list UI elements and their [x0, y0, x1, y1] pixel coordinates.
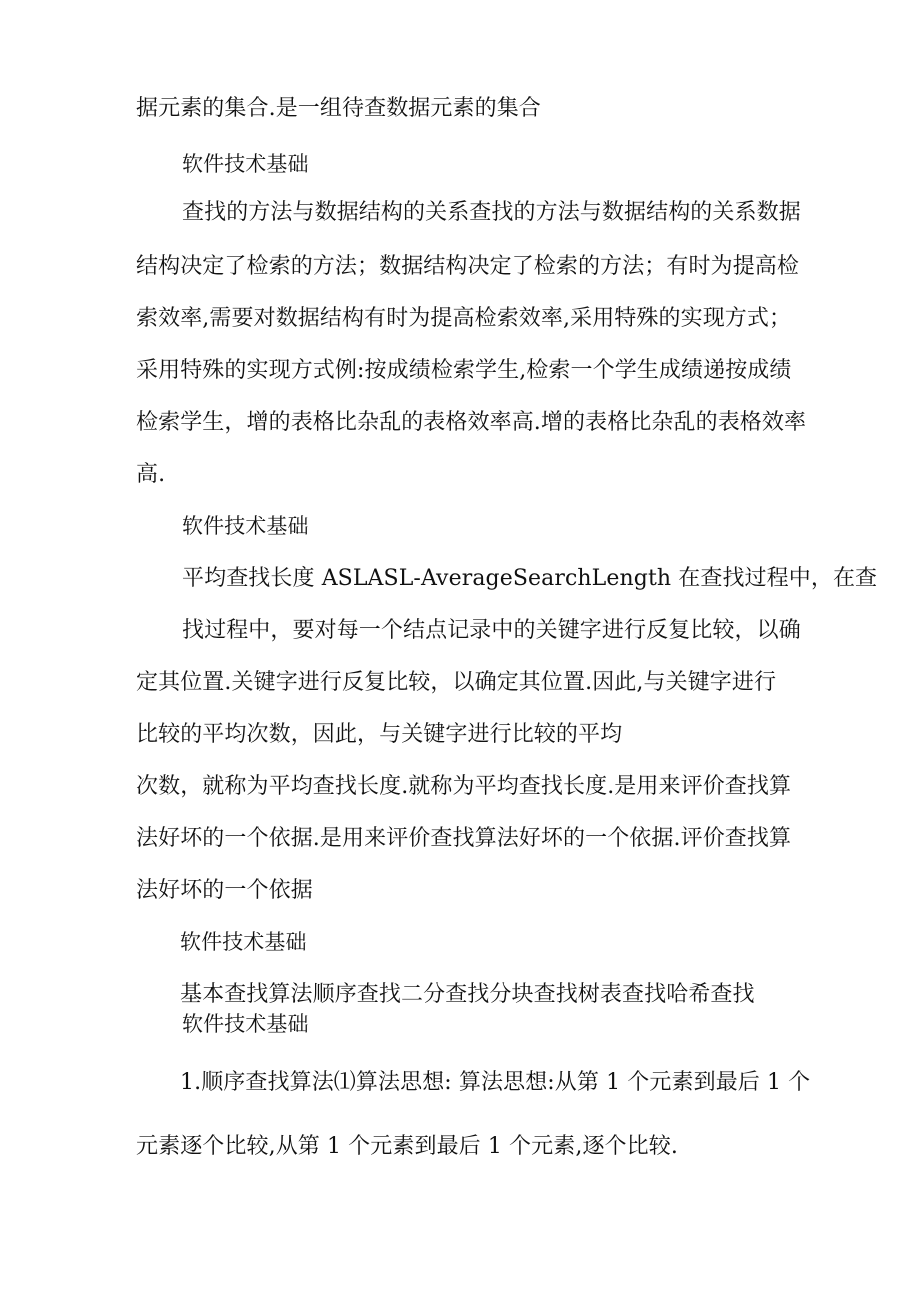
- section-heading: 软件技术基础: [182, 1013, 309, 1036]
- body-text-line: 法好坏的一个依据.是用来评价查找算法好坏的一个依据.评价查找算: [136, 826, 792, 851]
- body-text-line: 据元素的集合.是一组待查数据元素的集合: [136, 96, 541, 121]
- body-text-line: 查找的方法与数据结构的关系查找的方法与数据结构的关系数据: [182, 200, 801, 225]
- body-text-line: 索效率,需要对数据结构有时为提高检索效率,采用特殊的实现方式；: [136, 306, 792, 331]
- body-text-line: 结构决定了检索的方法；数据结构决定了检索的方法；有时为提高检: [136, 254, 800, 279]
- body-text-line: 检索学生，增的表格比杂乱的表格效率高.增的表格比杂乱的表格效率: [136, 410, 807, 435]
- body-text-line: 高.: [136, 462, 166, 487]
- body-text-line: 定其位置.关键字进行反复比较，以确定其位置.因此,与关键字进行: [136, 670, 777, 695]
- body-text-line: 找过程中，要对每一个结点记录中的关键字进行反复比较，以确: [182, 618, 801, 643]
- section-heading: 软件技术基础: [182, 153, 309, 176]
- body-text-line: 1.顺序查找算法⑴算法思想: 算法思想:从第 1 个元素到最后 1 个: [180, 1070, 811, 1095]
- body-text-line: 法好坏的一个依据: [136, 878, 313, 903]
- body-text-line: 次数，就称为平均查找长度.就称为平均查找长度.是用来评价查找算: [136, 774, 792, 799]
- body-text-line: 平均查找长度 ASLASL-AverageSearchLength 在查找过程中，在查: [182, 566, 878, 591]
- body-text-line: 元素逐个比较,从第 1 个元素到最后 1 个元素,逐个比较.: [136, 1134, 678, 1159]
- body-text-line: 比较的平均次数，因此，与关键字进行比较的平均: [136, 722, 623, 747]
- body-text-line: 基本查找算法顺序查找二分查找分块查找树表查找哈希查找: [180, 982, 755, 1007]
- section-heading: 软件技术基础: [182, 515, 309, 538]
- section-heading: 软件技术基础: [180, 931, 307, 954]
- body-text-line: 采用特殊的实现方式例:按成绩检索学生,检索一个学生成绩递按成绩: [136, 358, 792, 383]
